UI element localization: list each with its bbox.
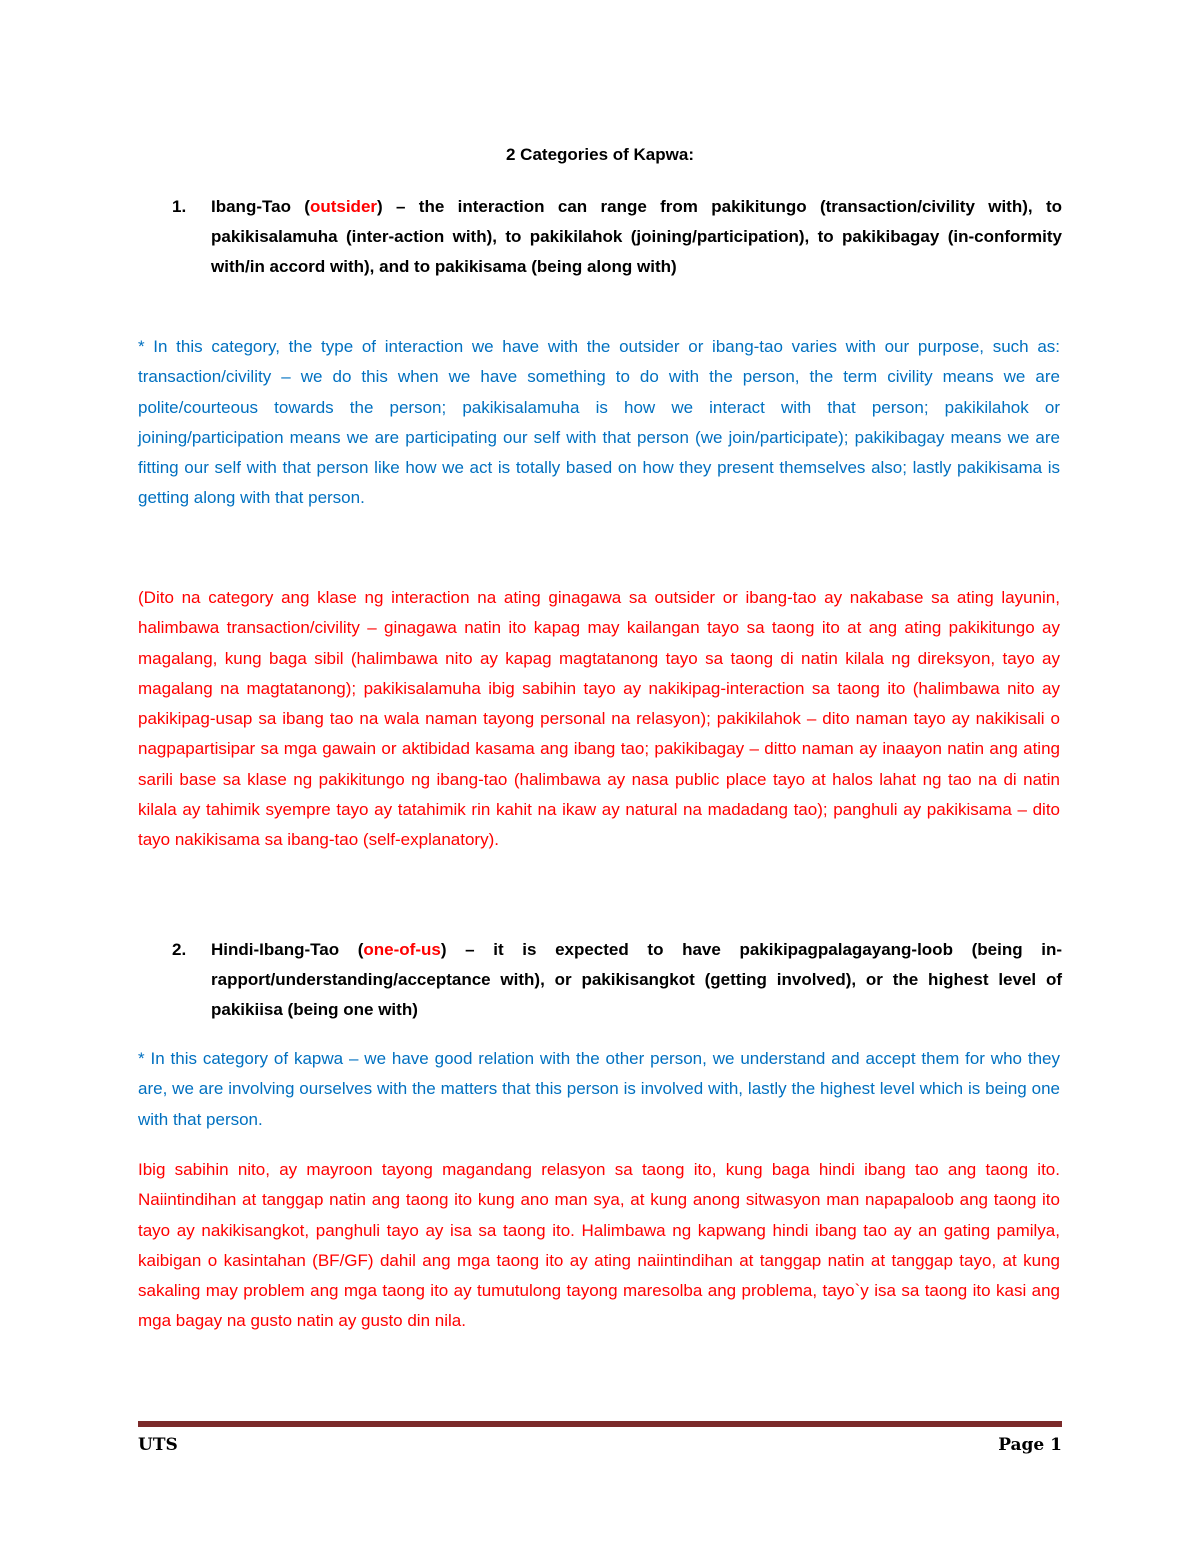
category-item-2 xyxy=(172,935,1062,1025)
item-highlight: outsider xyxy=(309,197,378,216)
footer-rule xyxy=(138,1421,1062,1427)
paragraph-english-2: * In this category of kapwa – we have good relation with the other person, we understand and accept them for who they are, we are involving ourselves with the matters that this person is involved with, lastly the highest level which is being one with that person. xyxy=(138,1049,1060,1129)
item-highlight: one-of-us xyxy=(363,940,441,959)
category-item-1 xyxy=(172,192,1062,282)
item-body xyxy=(211,935,1062,1025)
item-name: Ibang-Tao ( xyxy=(211,197,310,216)
paragraph-filipino-1: (Dito na category ang klase ng interaction na ating ginagawa sa outsider or ibang-tao ay nakabase sa ating layunin, halimbawa transaction/civility – ginagawa natin ito kapag may kailangan tayo sa taong ito at ang ating pakikitungo ay magalang, kung baga sibil (halimbawa nito ay kapag magtatanong tayo sa taong di natin kilala ng direksyon, tayo ay magalang na magtatanong); pakikisalamuha ibig sabihin tayo ay nakikipag-interaction sa taong ito (halimbawa nito ay pakikipag-usap sa ibang tao na wala naman tayong personal na relasyon); pakikilahok – dito naman tayo ay nakikisali o nagpapartisipar sa mga gawain or aktibidad kasama ang ibang tao; pakikibagay – ditto naman ay inaayon natin ang ating sarili base sa klase ng pakikitungo ng ibang-tao (halimbawa ay nasa public place tayo at halos lahat ng tao na di natin kilala ay tahimik syempre tayo ay tatahimik rin kahit na ikaw ay natural na madadang tao); panghuli ay pakikisama – dito tayo nakikisama sa ibang-tao (self-explanatory). xyxy=(138,588,1060,850)
footer-page-number: Page 1 xyxy=(998,1435,1062,1455)
item-body xyxy=(211,192,1062,282)
item-text: ) – the interaction can range from pakikitungo (transaction/civility with), to pakikisalamuha (inter-action with), to pakikilahok (joining/participation), to pakikibagay (in-conformity with/in accord with), and to pakikisama (being along with) xyxy=(211,197,1062,276)
item-name: Hindi-Ibang-Tao ( xyxy=(211,940,364,959)
paragraph-english-1: * In this category, the type of interaction we have with the outsider or ibang-tao varies with our purpose, such as: transaction/civility – we do this when we have something to do with the person, the term civility means we are polite/courteous towards the person; pakikisalamuha is how we interact with that person; pakikilahok or joining/participation means we are participating our self with that person (we join/participate); pakikibagay means we are fitting our self with that person like how we act is totally based on how they present themselves also; lastly pakikisama is getting along with that person. xyxy=(138,337,1060,508)
paragraph-filipino-2: Ibig sabihin nito, ay mayroon tayong magandang relasyon sa taong ito, kung baga hindi ibang tao ang taong ito. Naiintindihan at tanggap natin ang taong ito kung ano man sya, at kung anong sitwasyon man napapaloob ang taong ito tayo ay nakikisangkot, panghuli tayo ay isa sa taong ito. Halimbawa ng kapwang hindi ibang tao ay an gating pamilya, kaibigan o kasintahan (BF/GF) dahil ang mga taong ito ay ating naiintindihan at tanggap natin at tanggap tayo, at kung sakaling may problem ang mga taong ito ay tumutulong tayong maresolba ang problema, tayo`y isa sa taong ito kasi ang mga bagay na gusto natin ay gusto din nila. xyxy=(138,1160,1060,1331)
item-number: 1. xyxy=(172,197,187,216)
item-text: ) – it is expected to have pakikipagpalagayang-loob (being in-rapport/understanding/acceptance with), or pakikisangkot (getting involved), or the highest level of pakikiisa (being one with) xyxy=(211,940,1062,1019)
document-title: 2 Categories of Kapwa: xyxy=(506,145,694,164)
item-number: 2. xyxy=(172,940,187,959)
footer-course: UTS xyxy=(138,1435,178,1455)
